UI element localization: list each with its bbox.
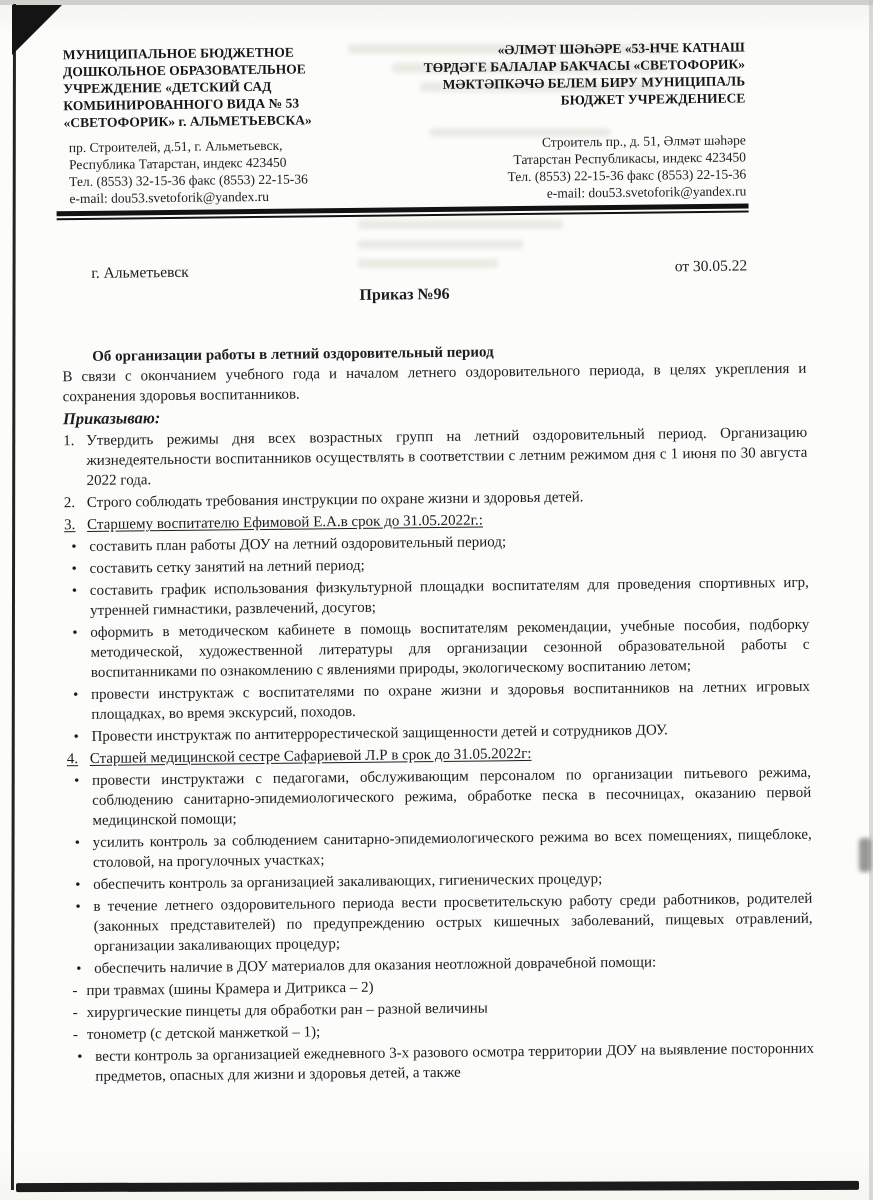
org-line: МУНИЦИПАЛЬНОЕ БЮДЖЕТНОЕ	[62, 44, 294, 63]
org-line: ДОШКОЛЬНОЕ ОБРАЗОВАТЕЛЬНОЕ	[62, 61, 306, 80]
bullet-item	[68, 889, 813, 957]
bullet-text: составить график использования физкультурной площадки воспитателям для проведения спортивных игр, утренней гимнастики, развлечений, досугов;	[89, 574, 809, 619]
dash-marker: -	[72, 1027, 79, 1044]
bullet-text: обеспечить контроль за организацией закаливающих, гигиенических процедур;	[93, 871, 603, 893]
bullet-item	[65, 615, 810, 683]
bullet-text: составить сетку занятий на летний период;	[89, 557, 365, 577]
order-item-1	[63, 423, 808, 491]
org-line: ТӨРДӘГЕ БАЛАЛАР БАКЧАСЫ «СВЕТОФОРИК»	[423, 56, 746, 76]
org-line: УЧРЕЖДЕНИЕ «ДЕТСКИЙ САД	[63, 78, 272, 97]
address-line: Татарстан Республикасы, индекс 423450	[513, 149, 747, 168]
item-number: 1.	[63, 433, 75, 450]
order-subject: Об организации работы в летний оздоровительный период	[92, 344, 494, 365]
bullet-text: в течение летнего оздоровительного периода вести просветительскую работу среди работников, родителей (законных представителей) по предупреждению острых кишечных заболеваний, пищевых отравлений, организации закаливающих процедур;	[93, 890, 813, 955]
bullet-marker: •	[71, 583, 78, 600]
bullet-marker: •	[73, 773, 80, 790]
address-line: Строитель пр., д. 51, Әлмәт шәһәре	[541, 132, 746, 150]
dash-marker: -	[72, 983, 78, 1000]
bullet-text: вести контроль за организацией ежедневного 3-х разового осмотра территории ДОУ на выявление посторонних предметов, опасных для жизни и здоровья детей, а также	[95, 1040, 815, 1085]
item-number: 3.	[64, 517, 76, 534]
bullet-marker: •	[73, 729, 79, 746]
item-text: Старшей медицинской сестре Сафариевой Л.Р в срок до 31.05.2022г:	[89, 745, 532, 767]
bullet-marker: •	[74, 835, 81, 852]
org-line: МӘКТӘПКӘЧӘ БЕЛЕМ БИРУ МУНИЦИПАЛЬ	[442, 73, 746, 92]
date-label: от 30.05.22	[674, 257, 748, 276]
item-text: Утвердить режимы дня всех возрастных групп на летний оздоровительный период. Организацию жизнедеятельности воспитанников осуществлять в соответствии с летним режимом дня с 1 июня по 30 августа 2022 года.	[86, 424, 808, 489]
bullet-item	[70, 1039, 814, 1087]
address-line: e-mail: dou53.svetoforik@yandex.ru	[546, 183, 747, 201]
address-block	[60, 131, 747, 207]
directive-label: Приказываю:	[62, 408, 161, 429]
bullet-marker: •	[71, 561, 77, 578]
bullet-marker: •	[75, 877, 81, 894]
meta-row	[61, 256, 747, 284]
letterhead-block	[59, 38, 748, 309]
order-title: Приказ №96	[359, 285, 450, 304]
address-russian	[69, 136, 308, 207]
order-body	[62, 339, 814, 1087]
city-label: г. Альметьевск	[91, 263, 189, 282]
bullet-item	[66, 677, 810, 725]
bullet-marker: •	[72, 687, 79, 704]
bullet-text: провести инструктаж с воспитателями по охране жизни и здоровья воспитанников на летних игровых площадках, во время экскурсий, походов.	[90, 678, 811, 723]
address-line: Тел. (8553) 22-15-36 факс (8553) 22-15-36	[507, 166, 747, 185]
dash-text: тонометр (с детской манжеткой – 1);	[86, 1024, 321, 1043]
org-line: КОМБИНИРОВАННОГО ВИДА № 53	[63, 95, 300, 114]
order-intro: В связи с окончанием учебного года и началом летнего оздоровительного периода, в целях укрепления и сохранения здоровья воспитанников.	[62, 360, 807, 406]
bullet-marker: •	[72, 625, 78, 642]
bullet-marker: •	[77, 1049, 83, 1066]
item-text: Строго соблюдать требования инструкции по охране жизни и здоровья детей.	[86, 489, 584, 511]
item-number: 4.	[66, 751, 79, 768]
item-number: 2.	[63, 495, 76, 512]
scan-bottom-edge-artifact	[16, 1181, 859, 1192]
org-line: БЮДЖЕТ УЧРЕЖДЕНИЕСЕ	[560, 90, 746, 108]
address-tatar	[507, 131, 746, 202]
bullet-text: провести инструктажи с педагогами, обслуживающим персоналом по организации питьевого режима, соблюдению санитарно-эпидемиологического режима, обработке песка в песочницах, оказанию первой медицинской помощи;	[91, 764, 812, 829]
address-line: пр. Строителей, д.51, г. Альметьевск,	[68, 137, 283, 156]
address-line: Тел. (8553) 32-15-36 факс (8553) 22-15-36	[69, 171, 308, 190]
bullet-text: составить план работы ДОУ на летний оздоровительный период;	[89, 534, 507, 555]
dash-marker: -	[72, 1005, 78, 1022]
bullet-text: оформить в методическом кабинете в помощь воспитателям рекомендации, учебные пособия, подборку методической, художественной литературы для организации сезонной образовательной работы с воспитанниками по ознакомлению с явлениями природы, экологическому воспитанию летом;	[90, 616, 810, 681]
bullet-item	[68, 825, 812, 873]
bullet-marker: •	[71, 539, 77, 556]
letterhead	[59, 38, 746, 131]
bullet-item	[67, 763, 812, 831]
address-line: e-mail: dou53.svetoforik@yandex.ru	[69, 188, 270, 207]
bullet-item	[65, 573, 809, 621]
org-name-tatar	[423, 38, 745, 127]
address-line: Республика Татарстан, индекс 423450	[68, 154, 287, 173]
dash-text: хирургические пинцеты для обработки ран – разной величины	[86, 1000, 488, 1022]
org-name-russian	[63, 43, 312, 131]
bullet-marker: •	[75, 899, 81, 916]
org-line: «ӘЛМӘТ ШӘҺӘРЕ «53-НЧЕ КАТНАШ	[497, 39, 745, 58]
bullet-text: обеспечить наличие в ДОУ материалов для оказания неотложной доврачебной помощи:	[94, 954, 657, 977]
item-text: Старшему воспитателю Ефимовой Е.А.в срок до 31.05.2022г.:	[87, 512, 484, 533]
bullet-text: Провести инструктаж по антитеррорестической защищенности детей и сотрудников ДОУ.	[91, 722, 668, 745]
bullet-marker: •	[76, 961, 82, 978]
org-line: «СВЕТОФОРИК» г. АЛЬМЕТЬЕВСКА»	[63, 112, 312, 131]
bullet-text: усилить контроль за соблюдением санитарно-эпидемиологического режима во всех помещениях, пищеблоке, столовой, на прогулочных участках;	[92, 826, 812, 871]
dash-text: при травмах (шины Крамера и Дитрикса – 2)	[86, 979, 374, 1000]
